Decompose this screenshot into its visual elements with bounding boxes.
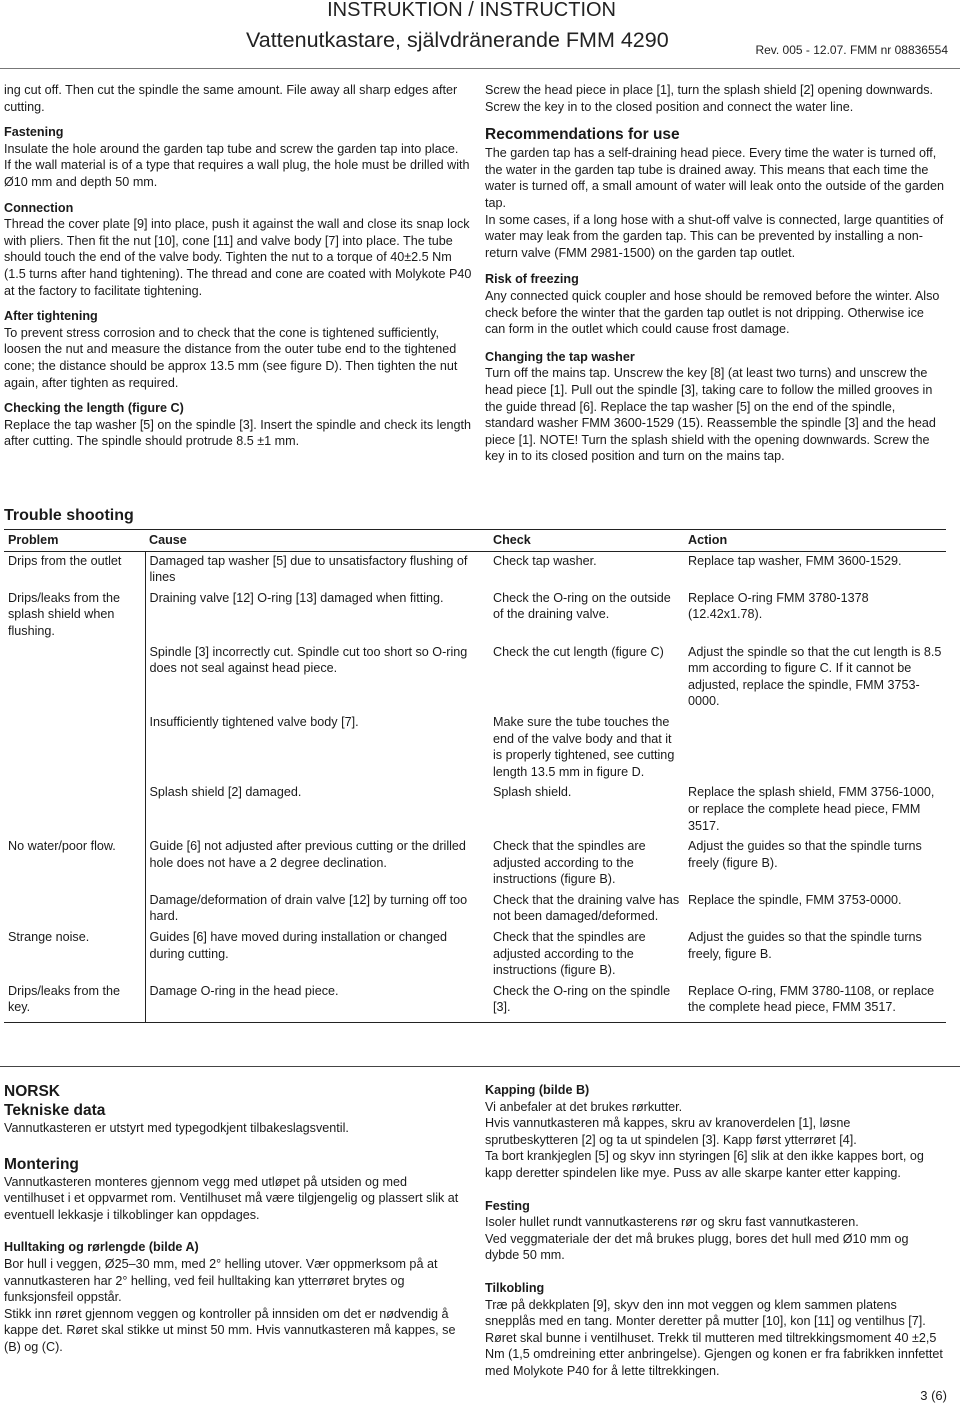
after-tightening-heading: After tightening — [4, 309, 98, 324]
table-header-row — [4, 530, 946, 552]
action-cell: Replace tap washer, FMM 3600-1529. — [688, 553, 902, 568]
recommendations-text-2: In some cases, if a long hose with a shut-off valve is connected, large quantities of water may leak from the garden tap. This can be prevented by installing a non-return valve (FMM 2981-1500) on the garden tap outlet. — [485, 212, 944, 260]
table-row — [4, 783, 946, 837]
action-cell: Adjust the guides so that the spindle turns freely, figure B. — [688, 930, 922, 961]
action-cell: Adjust the spindle so that the cut length is 8.5 mm according to figure C. If it cannot be adjusted, replace the spindle, FMM 3753-0000. — [688, 644, 942, 709]
festing-text-2: Ved veggmateriale der det må brukes plugg, bores det hull med Ø10 mm og dybde 50 mm. — [485, 1231, 909, 1263]
connection-text: Thread the cover plate [9] into place, push it against the wall and close its snap lock with pliers. Then fit the nut [10], cone [11] and valve body [7] into place. The tube should touch the end of the valve body. Tighten the nut to a torque of 40±2.5 Nm (1.5 turns after hand tightening). The thread and cone are coated with Molykote P40 at the factory to facilitate tightening. — [4, 217, 472, 298]
action-cell: Replace O-ring FMM 3780-1378 (12.42x1.78). — [688, 590, 869, 622]
header-title-line2: Vattenutkastare, självdränerande FMM 4290 — [246, 28, 669, 52]
left-column-top — [4, 82, 474, 450]
column-header-action: Action — [684, 530, 946, 552]
cause-cell: Guide [6] not adjusted after previous cutting or the drilled hole does not have a 2 degree declination. — [149, 839, 466, 870]
problem-cell — [4, 891, 145, 928]
check-cell: Splash shield. — [493, 785, 572, 800]
table-row — [4, 982, 946, 1023]
after-tightening-text: To prevent stress corrosion and to check that the cone is tightened sufficiently, loosen the nut and measure the distance from the outer tube end to the tightened cone; the distance should be approx 13.5 mm (see figure D). Then tighten the nut again, after tighten as required. — [4, 325, 458, 390]
head-piece-text: Screw the head piece in place [1], turn the splash shield [2] opening downwards. — [485, 83, 934, 97]
checking-length-text: Replace the tap washer [5] on the spindle [3]. Insert the spindle and check its length after cutting. The spindle should protrude 8.5 ±1 mm. — [4, 417, 471, 449]
check-cell: Check that the draining valve has not been damaged/deformed. — [493, 892, 680, 924]
hulltaking-heading: Hulltaking og rørlengde (bilde A) — [4, 1240, 199, 1255]
fastening-text: Insulate the hole around the garden tap tube and screw the garden tap into place. — [4, 141, 459, 156]
recommendations-text-1: The garden tap has a self-draining head piece. Every time the water is turned off, the water in the garden tap tube is drained away. This means that each time the water is turned off, a small amount of water will leak onto the outside of the garden tap. — [485, 146, 944, 210]
table-row — [4, 928, 946, 982]
header-divider — [0, 68, 960, 69]
problem-cell — [4, 713, 145, 783]
intro-text: ing cut off. Then cut the spindle the same amount. File away all sharp edges after cutting. — [4, 83, 458, 114]
norsk-left-column — [4, 1082, 464, 1356]
cause-cell: Damage O-ring in the head piece. — [145, 982, 489, 1023]
section-divider — [0, 1066, 960, 1067]
key-text: Screw the key in to the closed position and connect the water line. — [485, 99, 854, 114]
festing-heading: Festing — [485, 1198, 530, 1213]
right-column-top — [485, 82, 945, 465]
action-cell: Replace the splash shield, FMM 3756-1000, or replace the complete head piece, FMM 3517. — [688, 785, 935, 833]
kapping-text-1: Vi anbefaler at det brukes rørkutter. — [485, 1099, 683, 1114]
header-title-line1: INSTRUKTION / INSTRUCTION — [327, 0, 616, 21]
problem-cell — [4, 783, 145, 837]
problem-cell: Drips/leaks from the splash shield when flushing. — [4, 589, 145, 643]
table-row — [4, 643, 946, 713]
troubleshooting-table — [4, 529, 946, 1023]
table-row — [4, 837, 946, 891]
hulltaking-text-2: Stikk inn røret gjennom veggen og kontroller på innsiden om det er nødvendig å kappe det. Røret skal stikke ut minst 50 mm. Hvis vannutkasteren må kappes, se (B) og (C). — [4, 1306, 456, 1354]
tekniske-data-heading: Tekniske data — [4, 1102, 106, 1119]
freezing-text: Any connected quick coupler and hose should be removed before the winter. Also check before the winter that the garden tap outlet is not dripping. Otherwise ice can form in the outlet which could cause frost damage. — [485, 288, 940, 337]
action-cell — [684, 713, 946, 783]
fastening-heading: Fastening — [4, 125, 64, 140]
revision-info: Rev. 005 - 12.07. FMM nr 08836554 — [755, 43, 948, 57]
cause-cell: Spindle [3] incorrectly cut. Spindle cut too short so O-ring does not seal against head piece. — [149, 644, 468, 676]
cause-cell: Splash shield [2] damaged. — [149, 785, 302, 800]
montering-text: Vannutkasteren monteres gjennom vegg med utløpet på utsiden og med ventilhuset i et oppvarmet rom. Ventilhuset må være tilgjengelig og plassert slik at eventuell lekkasje i tilkoblinger kan oppdages. — [4, 1174, 459, 1222]
check-cell: Check the O-ring on the outside of the draining valve. — [493, 590, 671, 622]
checking-length-heading: Checking the length (figure C) — [4, 401, 184, 416]
problem-cell: No water/poor flow. — [4, 837, 145, 891]
norsk-heading: NORSK — [4, 1083, 60, 1100]
table-row — [4, 891, 946, 928]
tilkobling-heading: Tilkobling — [485, 1280, 545, 1295]
cause-cell: Guides [6] have moved during installation or changed during cutting. — [149, 930, 448, 961]
kapping-text-2: Hvis vannutkasteren må kappes, skru av kranoverdelen [1], løsne sprutbeskytteren [2] og ta ut spindelen [3]. Kapp først ytterrøret [4]. — [485, 1116, 857, 1147]
check-cell: Check that the spindles are adjusted according to the instructions (figure B). — [493, 839, 646, 887]
table-row — [4, 551, 946, 589]
recommendations-heading: Recommendations for use — [485, 126, 680, 144]
montering-heading: Montering — [4, 1155, 79, 1173]
festing-text-1: Isoler hullet rundt vannutkasterens rør og skru fast vannutkasteren. — [485, 1215, 859, 1230]
column-header-check: Check — [489, 530, 684, 552]
kapping-text-3: Ta bort krankjeglen [5] og skyv inn styringen [6] slik at den ikke kappes bort, og kapp deretter spindelen like mye. Puss av alle skarpe kanter etter kapping. — [485, 1149, 924, 1180]
cause-cell: Damage/deformation of drain valve [12] by turning off too hard. — [149, 892, 468, 924]
check-cell: Check the O-ring on the spindle [3]. — [489, 982, 684, 1023]
connection-heading: Connection — [4, 200, 74, 215]
action-cell: Replace the spindle, FMM 3753-0000. — [688, 892, 902, 907]
check-cell: Check that the spindles are adjusted according to the instructions (figure B). — [493, 930, 646, 978]
problem-cell: Drips/leaks from the key. — [4, 982, 145, 1023]
cause-cell: Damaged tap washer [5] due to unsatisfactory flushing of lines — [149, 553, 468, 585]
action-cell: Adjust the guides so that the spindle turns freely (figure B). — [688, 839, 922, 870]
hulltaking-text-1: Bor hull i veggen, Ø25–30 mm, med 2° helling utover. Vær oppmerksom på at vannutkasteren har 2° helling, ved feil hulltaking kan ytterrøret brytes og funksjonsfeil oppstår. — [4, 1256, 438, 1305]
action-cell: Replace O-ring, FMM 3780-1108, or replace the complete head piece, FMM 3517. — [684, 982, 946, 1023]
table-row — [4, 713, 946, 783]
problem-cell: Drips from the outlet — [4, 551, 145, 589]
kapping-heading: Kapping (bilde B) — [485, 1083, 590, 1097]
problem-cell — [4, 643, 145, 713]
page-number: 3 (6) — [920, 1388, 947, 1403]
table-row — [4, 589, 946, 643]
check-cell: Check tap washer. — [493, 553, 597, 568]
tap-washer-text: Turn off the mains tap. Unscrew the key [8] (at least two turns) and unscrew the head piece [1]. Pull out the spindle [3], taking care to follow the milled grooves in the guide thread [6]. Replace the tap washer [5] on the end of the spindle, standard washer FMM 3600-1529 (15). Reassemble the spindle [3] and the head piece [1]. NOTE! Turn the splash shield with the opening downwards. Screw the key in to its closed position and turn on the mains tap. — [485, 366, 936, 464]
check-cell: Make sure the tube touches the end of the valve body and that it is properly tightened, see cutting length 13.5 mm in figure D. — [493, 714, 675, 779]
troubleshooting-title: Trouble shooting — [4, 507, 134, 524]
column-header-cause: Cause — [145, 530, 489, 552]
tekniske-data-text: Vannutkasteren er utstyrt med typegodkjent tilbakeslagsventil. — [4, 1121, 349, 1135]
tilkobling-text: Træ på dekkplaten [9], skyv den inn mot veggen og klem sammen platens snepplås med en tang. Monter deretter på mutter [10], kon [11] og ventilhus [7]. Røret skal bunne i ventilhuset. Trekk til mutteren med tiltrekkingsmoment 40 ±2,5 Nm (1,5 omdreining etter anbringelse). Gjengen og konen er fra fabrikken innfettet med Molykote P40 for å lette tiltrekkingen. — [485, 1297, 943, 1378]
freezing-heading: Risk of freezing — [485, 272, 579, 287]
column-header-problem: Problem — [4, 530, 145, 552]
problem-cell: Strange noise. — [4, 928, 145, 982]
check-cell: Check the cut length (figure C) — [493, 644, 664, 659]
norsk-right-column — [485, 1082, 945, 1380]
cause-cell: Draining valve [12] O-ring [13] damaged when fitting. — [149, 590, 444, 605]
fastening-text-2: If the wall material is of a type that requires a wall plug, the hole must be drilled with Ø10 mm and depth 50 mm. — [4, 158, 470, 189]
cause-cell: Insufficiently tightened valve body [7]. — [149, 714, 359, 729]
tap-washer-heading: Changing the tap washer — [485, 349, 635, 364]
